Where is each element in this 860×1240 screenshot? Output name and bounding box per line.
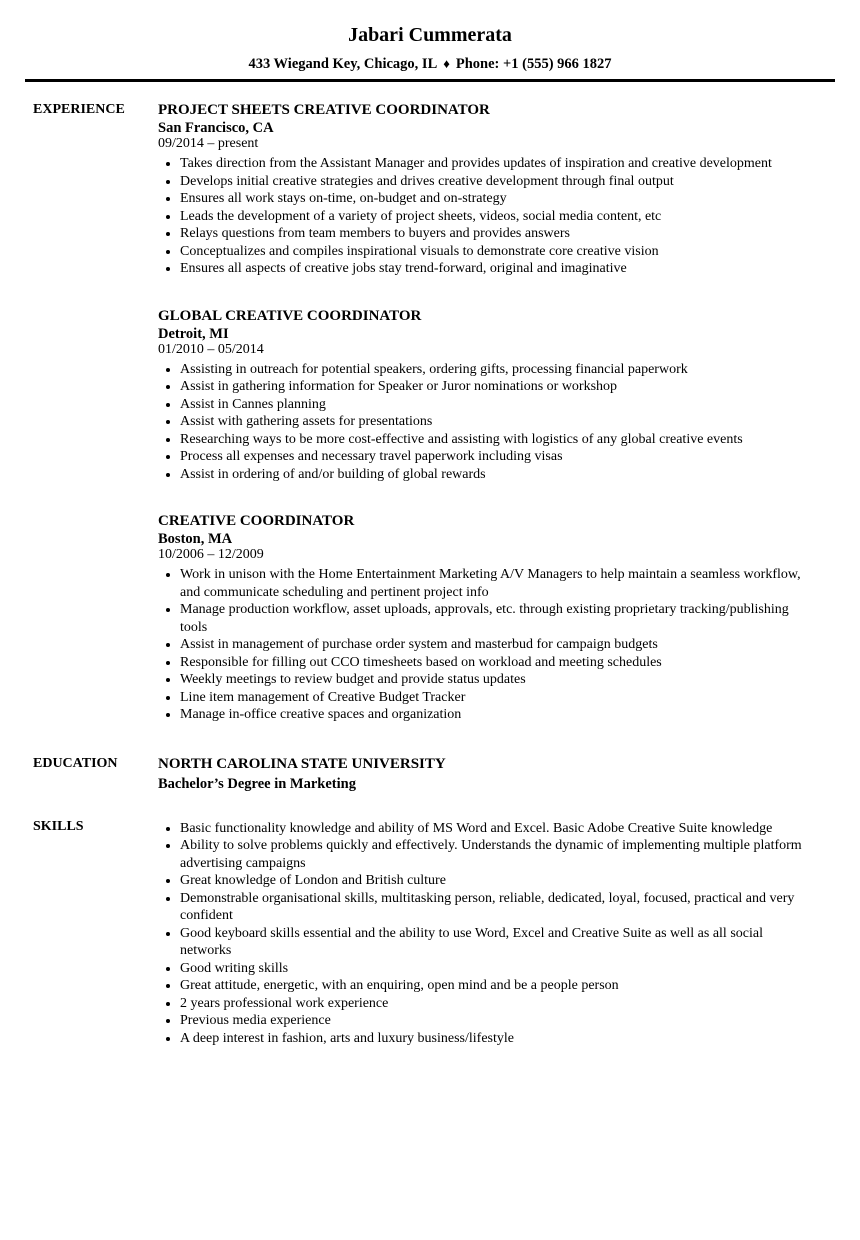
bullet-item: • Leads the development of a variety of project sheets, videos, social media content, etc [180, 208, 810, 226]
section-education [0, 754, 860, 793]
person-name: Jabari Cummerata [348, 24, 512, 46]
bullet-item: • Researching ways to be more cost-effective and assisting with logistics of any global creative events [180, 431, 810, 449]
bullet-item: • Manage in-office creative spaces and organization [180, 706, 810, 724]
skills-label: SKILLS [33, 818, 84, 834]
bullet-item: • Great attitude, energetic, with an enquiring, open mind and be a people person [180, 977, 810, 995]
bullet-item: • Weekly meetings to review budget and provide status updates [180, 671, 810, 689]
school-name: NORTH CAROLINA STATE UNIVERSITY [158, 755, 446, 772]
bullet-item: • Process all expenses and necessary travel paperwork including visas [180, 448, 810, 466]
job-bullet-list [158, 361, 810, 484]
bullet-item: • Previous media experience [180, 1012, 810, 1030]
contact-line [0, 55, 860, 73]
bullet-item: • Ensures all work stays on-time, on-budget and on-strategy [180, 190, 810, 208]
bullet-item: • Ensures all aspects of creative jobs stay trend-forward, original and imaginative [180, 260, 810, 278]
bullet-item: • Demonstrable organisational skills, multitasking person, reliable, dedicated, loyal, focused, practical and very confident [180, 890, 810, 925]
resume-header [0, 0, 860, 82]
education-label: EDUCATION [33, 755, 118, 771]
bullet-item: • Assisting in outreach for potential speakers, ordering gifts, processing financial paperwork [180, 361, 810, 379]
degree-name: Bachelor’s Degree in Marketing [158, 775, 356, 792]
bullet-item: • Line item management of Creative Budget Tracker [180, 689, 810, 707]
diamond-separator-icon: ♦ [443, 56, 450, 71]
job-dates: 01/2010 – 05/2014 [158, 341, 264, 357]
skills-content [158, 817, 810, 1048]
job-dates: 10/2006 – 12/2009 [158, 547, 264, 562]
job-title: CREATIVE COORDINATOR [158, 513, 355, 529]
section-skills [0, 817, 860, 1048]
job-dates: 09/2014 – present [158, 136, 259, 151]
bullet-item: • Ability to solve problems quickly and effectively. Understands the dynamic of implementing multiple platform advertising campaigns [180, 837, 810, 872]
bullet-item: • Develops initial creative strategies and drives creative development through final output [180, 173, 810, 191]
experience-content [158, 100, 810, 724]
bullet-item: • Good keyboard skills essential and the ability to use Word, Excel and Creative Suite as well as all social networks [180, 925, 810, 960]
bullet-item: • Assist in ordering of and/or building of global rewards [180, 466, 810, 484]
job-entry [158, 100, 810, 278]
bullet-item: • Work in unison with the Home Entertainment Marketing A/V Managers to help maintain a seamless workflow, and communicate scheduling and pertinent project info [180, 566, 810, 601]
bullet-item: • Manage production workflow, asset uploads, approvals, etc. through existing proprietary tracking/publishing tools [180, 601, 810, 636]
bullet-item: • Assist in management of purchase order system and masterbud for campaign budgets [180, 636, 810, 654]
bullet-item: • Relays questions from team members to buyers and provides answers [180, 225, 810, 243]
job-title: PROJECT SHEETS CREATIVE COORDINATOR [158, 102, 490, 118]
job-entry [158, 306, 810, 484]
bullet-item: • Assist in Cannes planning [180, 396, 810, 414]
experience-label: EXPERIENCE [33, 102, 125, 117]
bullet-item: • Great knowledge of London and British culture [180, 872, 810, 890]
bullet-item: • Responsible for filling out CCO timesheets based on workload and meeting schedules [180, 654, 810, 672]
contact-address: 433 Wiegand Key, Chicago, IL [248, 56, 438, 72]
bullet-item: • Assist with gathering assets for presentations [180, 413, 810, 431]
job-bullet-list [158, 566, 810, 724]
contact-phone: Phone: +1 (555) 966 1827 [455, 56, 612, 72]
job-entry [158, 511, 810, 724]
job-title: GLOBAL CREATIVE COORDINATOR [158, 307, 422, 324]
header-divider [25, 79, 835, 82]
bullet-item: • 2 years professional work experience [180, 995, 810, 1013]
bullet-item: • Basic functionality knowledge and ability of MS Word and Excel. Basic Adobe Creative Suite knowledge [180, 820, 810, 838]
bullet-item: • Conceptualizes and compiles inspirational visuals to demonstrate core creative vision [180, 243, 810, 261]
bullet-item: • Good writing skills [180, 960, 810, 978]
job-bullet-list [158, 155, 810, 278]
job-location: San Francisco, CA [158, 120, 274, 136]
section-experience [0, 100, 860, 724]
skills-bullet-list [158, 820, 810, 1048]
bullet-item: • Takes direction from the Assistant Manager and provides updates of inspiration and creative development [180, 155, 810, 173]
bullet-item: • A deep interest in fashion, arts and luxury business/lifestyle [180, 1030, 810, 1048]
job-location: Detroit, MI [158, 325, 229, 342]
bullet-item: • Assist in gathering information for Speaker or Juror nominations or workshop [180, 378, 810, 396]
education-content [158, 754, 810, 793]
job-location: Boston, MA [158, 531, 233, 547]
